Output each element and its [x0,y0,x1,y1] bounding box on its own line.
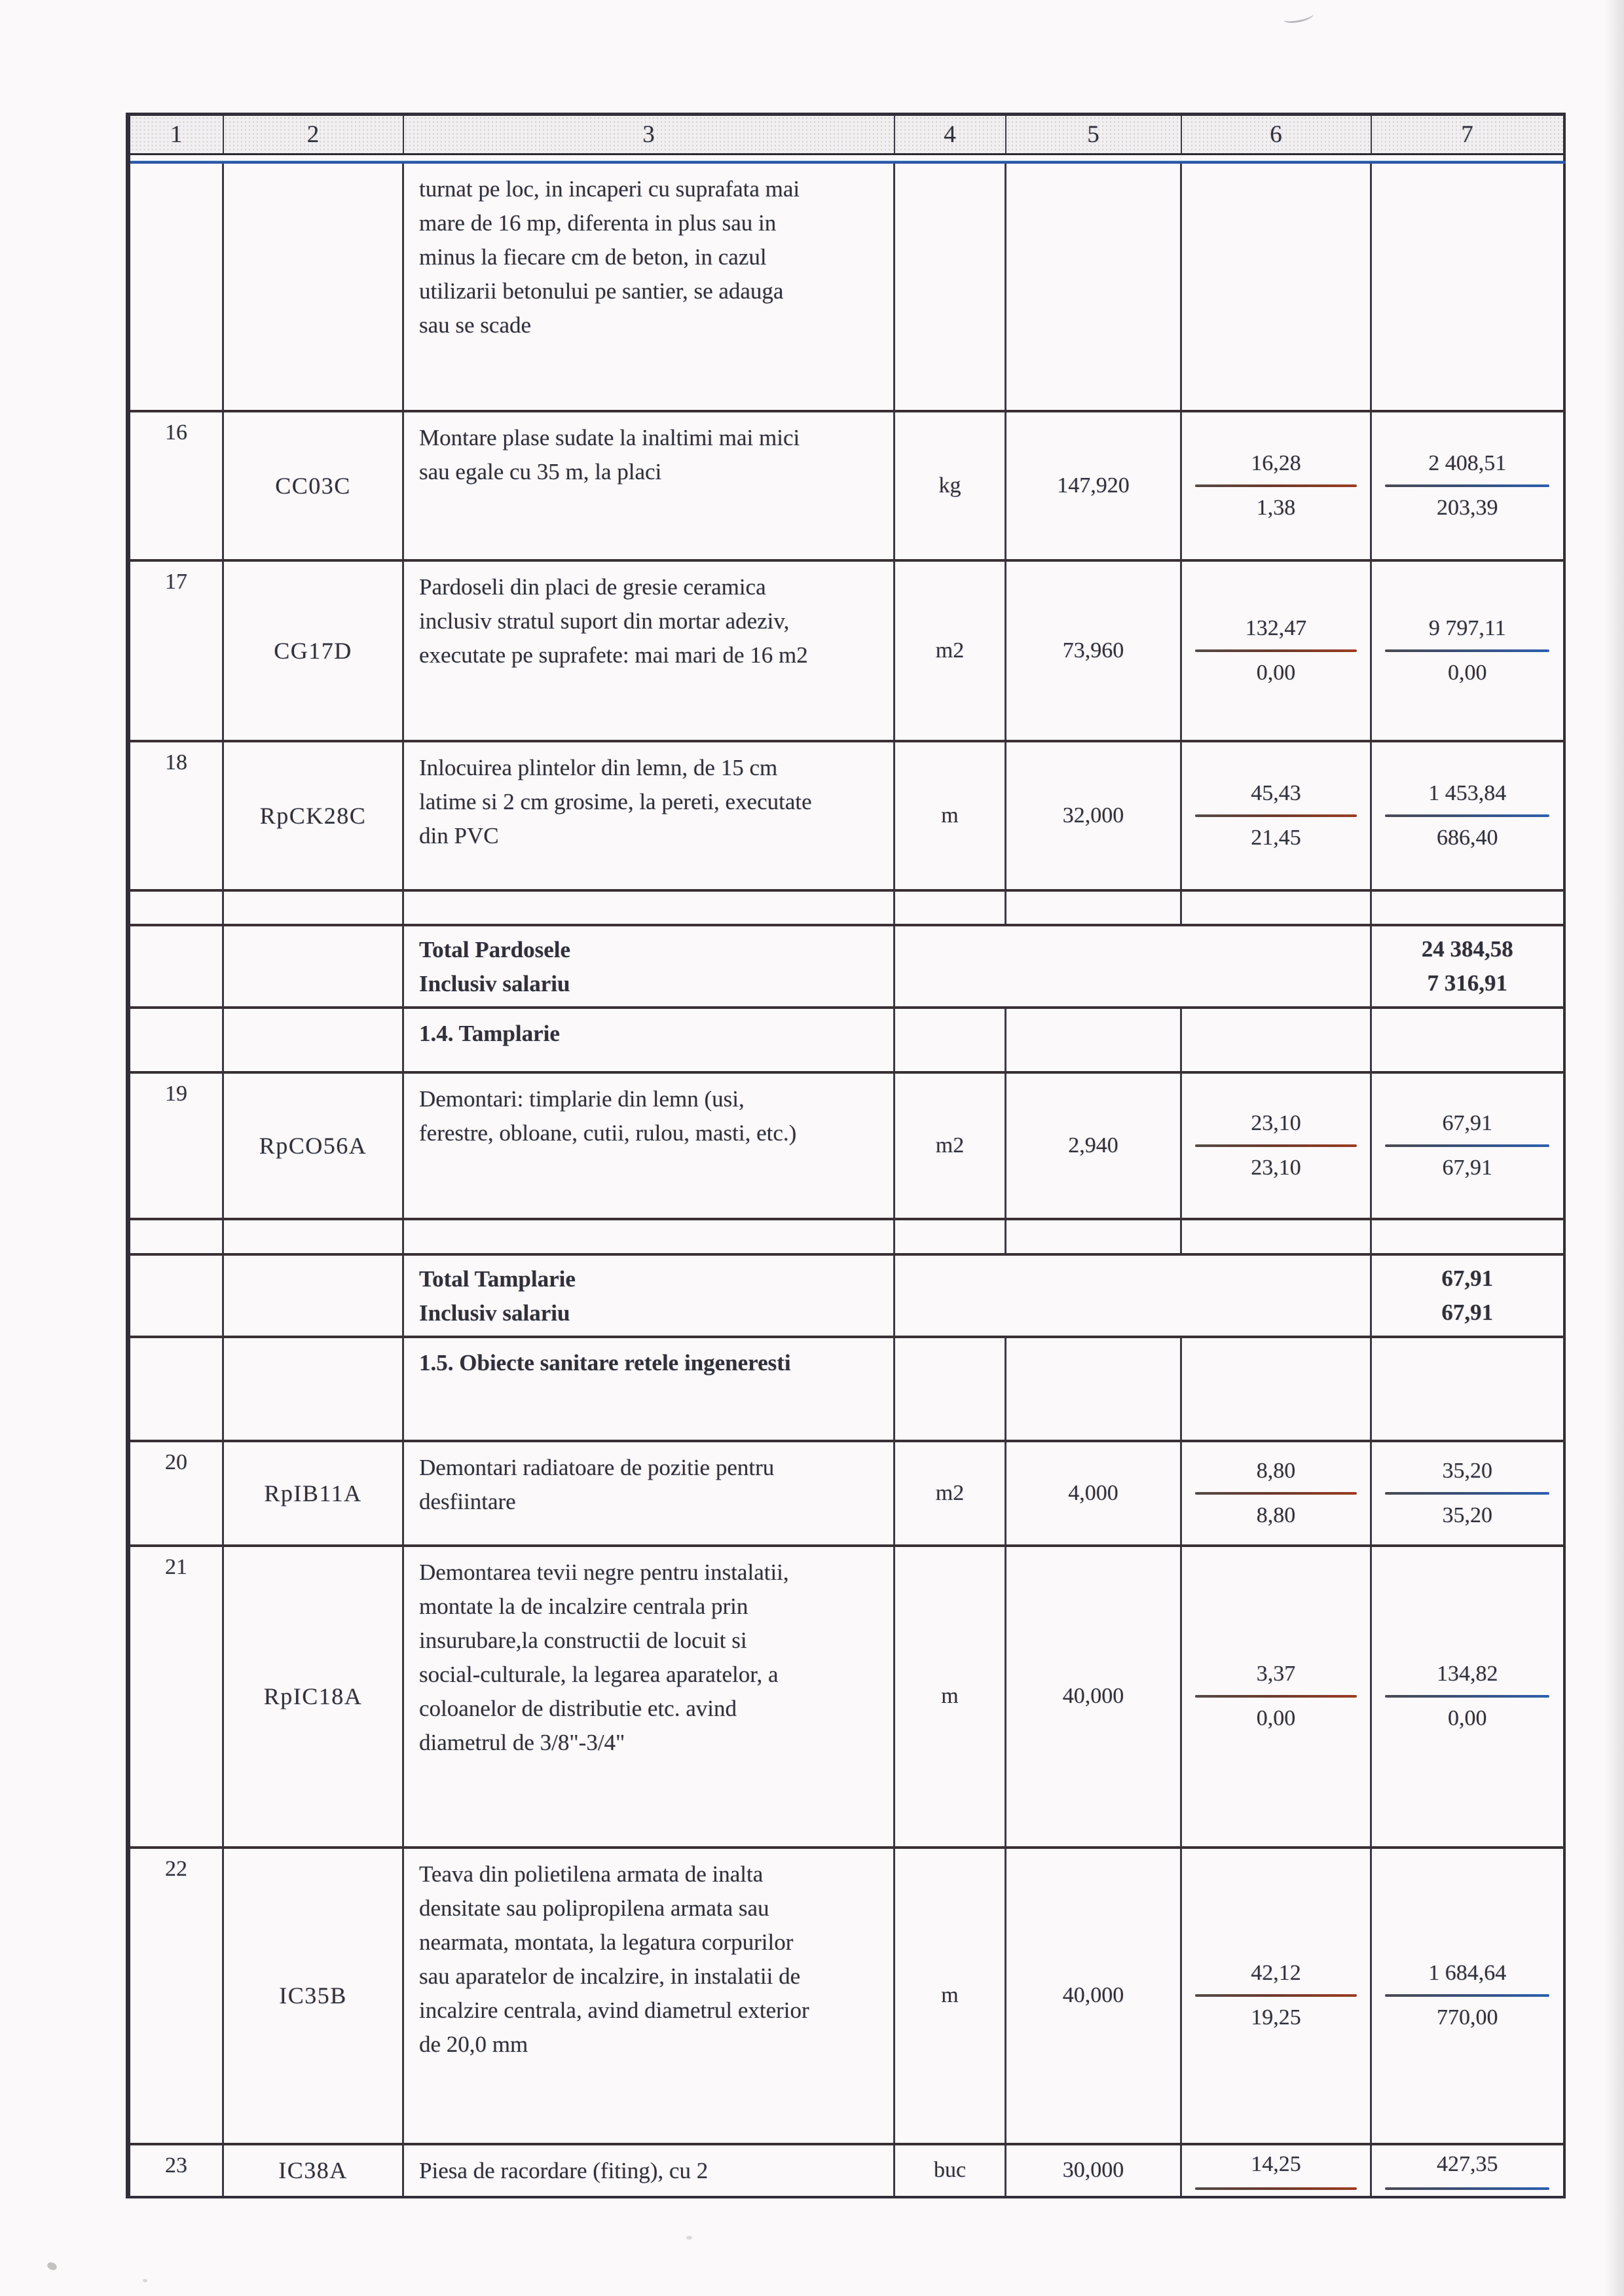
estimate-table-body [128,155,1564,2197]
item-quantity: 30,000 [1006,2144,1181,2197]
empty-cell [223,925,403,1008]
item-unit: kg [895,411,1006,560]
empty-cell [128,1008,223,1072]
empty-cell [223,1008,403,1072]
empty-cell [403,1219,895,1254]
column-header-4: 4 [895,115,1006,155]
empty-cell [223,1337,403,1441]
empty-cell [403,890,895,925]
fraction-bar [1385,649,1549,652]
item-code: RpIB11A [223,1441,403,1546]
item-unit: m [895,1546,1006,1848]
item-total-top: 427,35 [1437,2151,1498,2176]
item-description-text: turnat pe loc, in incaperi cu suprafata mai mare de 16 mp, diferenta in plus sau in minus la fiecare cm de beton, in cazul utilizarii betonului pe santier, se adauga sau se scade [419,175,800,338]
fraction-bar [1195,1994,1357,1997]
item-total [1371,1441,1564,1546]
empty-cell [223,1219,403,1254]
item-total-bottom: 203,39 [1437,495,1498,520]
section-row [128,1008,1564,1072]
item-total [1371,741,1564,890]
scan-speck [686,2236,692,2240]
item-code: IC38A [223,2144,403,2197]
subtotal-label [403,1254,895,1337]
item-unit-price-bottom: 23,10 [1251,1155,1301,1180]
fraction-bar [1385,1492,1549,1495]
section-title-text: 1.4. Tamplarie [419,1020,560,1046]
subtotal-row [128,1254,1564,1337]
spacer-row [128,890,1564,925]
item-description [403,2144,895,2197]
subtotal-value2: 7 316,91 [1427,970,1507,996]
item-unit-price [1181,1441,1371,1546]
fraction-bar [1385,484,1549,487]
item-total-bottom: 35,20 [1442,1503,1492,1527]
table-row-item-23 [128,2144,1564,2197]
item-unit-price-top: 42,12 [1251,1961,1301,1985]
item-description-text: Demontari radiatoare de pozitie pentru desfiintare [419,1454,775,1514]
item-code: RpCO56A [223,1072,403,1219]
item-quantity: 2,940 [1006,1072,1181,1219]
table-row-continuation [128,162,1564,411]
item-total [1371,1072,1564,1219]
merged-empty-cell [895,1254,1371,1337]
subtotal-label-line2: Inclusiv salariu [419,1300,570,1326]
empty-cell [1006,1008,1181,1072]
item-quantity: 32,000 [1006,741,1181,890]
table-row-item-19 [128,1072,1564,1219]
empty-cell [1371,1219,1564,1254]
table-row-item-22 [128,1848,1564,2144]
table-row-item-21 [128,1546,1564,1848]
item-code: RpCK28C [223,741,403,890]
item-unit-price-top: 3,37 [1256,1662,1296,1686]
merged-empty-cell [895,925,1371,1008]
fraction-bar [1385,1695,1549,1698]
item-total-bottom: 67,91 [1442,1155,1492,1180]
column-header-6: 6 [1181,115,1371,155]
empty-cell [223,1254,403,1337]
table-row-item-16 [128,411,1564,560]
item-code: RpIC18A [223,1546,403,1848]
item-number: 19 [128,1072,223,1219]
fraction-bar [1385,1144,1549,1147]
item-total-bottom: 686,40 [1437,825,1498,850]
item-total [1371,560,1564,741]
item-quantity: 40,000 [1006,1848,1181,2144]
table-row-item-20 [128,1441,1564,1546]
item-total-top: 2 408,51 [1428,450,1507,475]
item-total-top: 67,91 [1442,1110,1492,1135]
subtotal-label [403,925,895,1008]
item-description [403,162,895,411]
fraction-bar [1385,2187,1549,2190]
empty-cell [128,1254,223,1337]
item-unit: buc [895,2144,1006,2197]
empty-cell [128,162,223,411]
empty-cell [1181,162,1371,411]
item-total-top: 9 797,11 [1428,615,1506,640]
item-unit-price-bottom: 21,45 [1251,825,1301,850]
item-unit-price-top: 16,28 [1251,450,1301,475]
item-unit: m [895,1848,1006,2144]
empty-cell [128,890,223,925]
fraction-bar [1195,484,1357,487]
item-unit-price-top: 132,47 [1245,615,1307,640]
item-unit-price [1181,1546,1371,1848]
item-unit-price-top: 8,80 [1256,1458,1296,1483]
column-header-1: 1 [128,115,223,155]
item-code: IC35B [223,1848,403,2144]
item-unit-price-top: 45,43 [1251,780,1301,805]
empty-cell [895,162,1006,411]
item-total [1371,411,1564,560]
section-title [403,1008,895,1072]
column-header-2: 2 [223,115,403,155]
item-description [403,560,895,741]
scan-pen-mark [1283,10,1314,24]
scan-speck [143,2279,147,2282]
item-unit-price-top: 23,10 [1251,1110,1301,1135]
item-description-text: Montare plase sudate la inaltimi mai mici sau egale cu 35 m, la placi [419,424,800,484]
empty-cell [895,1337,1006,1441]
empty-cell [128,1219,223,1254]
item-number: 16 [128,411,223,560]
empty-cell [1006,162,1181,411]
item-number: 22 [128,1848,223,2144]
empty-cell [128,925,223,1008]
subtotal-value2: 67,91 [1441,1299,1494,1325]
empty-cell [1181,1008,1371,1072]
item-unit-price [1181,1072,1371,1219]
empty-cell [1181,1219,1371,1254]
item-unit-price [1181,1848,1371,2144]
item-description-text: Pardoseli din placi de gresie ceramica inclusiv stratul suport din mortar adeziv, executate pe suprafete: mai mari de 16 m2 [419,574,808,668]
item-quantity: 73,960 [1006,560,1181,741]
item-unit-price-bottom: 1,38 [1256,495,1296,520]
section-title [403,1337,895,1441]
item-description [403,1546,895,1848]
fraction-bar [1195,1144,1357,1147]
fraction-bar [1195,1492,1357,1495]
empty-cell [895,890,1006,925]
column-header-5: 5 [1006,115,1181,155]
empty-cell [1371,162,1564,411]
empty-cell [895,1219,1006,1254]
item-number: 17 [128,560,223,741]
item-unit: m [895,741,1006,890]
item-description-text: Inlocuirea plintelor din lemn, de 15 cm latime si 2 cm grosime, la pereti, executate din PVC [419,754,812,848]
scan-speck [46,2261,58,2271]
item-description [403,411,895,560]
subtotal-values [1371,925,1564,1008]
empty-cell [1181,890,1371,925]
item-quantity: 147,920 [1006,411,1181,560]
spacer-row [128,1219,1564,1254]
item-unit: m2 [895,1072,1006,1219]
item-total [1371,2144,1564,2197]
section-title-text: 1.5. Obiecte sanitare retele ingeneresti [419,1349,791,1376]
header-double-rule-line [128,155,1564,162]
subtotal-label-line1: Total Pardosele [419,936,571,962]
item-total-top: 134,82 [1437,1662,1498,1686]
item-quantity: 4,000 [1006,1441,1181,1546]
subtotal-label-line1: Total Tamplarie [419,1266,576,1292]
empty-cell [1006,1219,1181,1254]
table-row-item-18 [128,741,1564,890]
item-number: 20 [128,1441,223,1546]
item-unit-price [1181,411,1371,560]
item-unit-price-bottom: 19,25 [1251,2005,1301,2030]
item-unit: m2 [895,1441,1006,1546]
item-quantity: 40,000 [1006,1546,1181,1848]
empty-cell [1006,890,1181,925]
item-unit-price [1181,741,1371,890]
subtotal-value1: 67,91 [1441,1265,1494,1291]
header-double-rule [128,155,1564,162]
item-description [403,1848,895,2144]
item-description-text: Piesa de racordare (fiting), cu 2 [419,2157,709,2183]
item-unit-price-bottom: 0,00 [1256,660,1296,685]
empty-cell [1371,890,1564,925]
item-unit: m2 [895,560,1006,741]
empty-cell [223,162,403,411]
item-number: 23 [128,2144,223,2197]
item-total-top: 1 684,64 [1428,1961,1507,1985]
estimate-table [126,113,1566,2198]
fraction-bar [1385,814,1549,817]
item-code: CC03C [223,411,403,560]
item-number: 18 [128,741,223,890]
empty-cell [223,890,403,925]
section-row [128,1337,1564,1441]
item-description [403,1441,895,1546]
subtotal-label-line2: Inclusiv salariu [419,970,570,996]
item-total [1371,1848,1564,2144]
column-header-3: 3 [403,115,895,155]
fraction-bar [1195,2187,1357,2190]
item-unit-price-bottom: 8,80 [1256,1503,1296,1527]
subtotal-values [1371,1254,1564,1337]
item-description [403,741,895,890]
item-code: CG17D [223,560,403,741]
item-total-bottom: 0,00 [1448,1706,1487,1730]
fraction-bar [1195,814,1357,817]
item-number: 21 [128,1546,223,1848]
item-total-bottom: 0,00 [1448,660,1487,685]
subtotal-value1: 24 384,58 [1421,936,1513,962]
empty-cell [1371,1008,1564,1072]
item-unit-price-top: 14,25 [1251,2151,1301,2176]
item-total [1371,1546,1564,1848]
table-header-row [128,115,1564,155]
item-description-text: Demontari: timplarie din lemn (usi, ferestre, obloane, cutii, rulou, masti, etc.) [419,1085,797,1146]
item-description-text: Demontarea tevii negre pentru instalatii, montate la de incalzire centrala prin insurubare,la constructii de locuit si social-culturale, la legarea aparatelor, a coloanelor de distributie etc. avind diametrul de 3/8"-3/4" [419,1559,789,1755]
column-header-7: 7 [1371,115,1564,155]
item-unit-price [1181,2144,1371,2197]
subtotal-row [128,925,1564,1008]
item-total-top: 1 453,84 [1428,780,1507,805]
empty-cell [1371,1337,1564,1441]
table-row-item-17 [128,560,1564,741]
item-description-text: Teava din polietilena armata de inalta densitate sau polipropilena armata sau nearmata, montata, la legatura corpurilor sau aparatelor de incalzire, in instalatii de incalzire centrala, avind diametrul exterior de 20,0 mm [419,1861,809,2057]
empty-cell [1181,1337,1371,1441]
scan-edge-shadow [1604,0,1624,2296]
fraction-bar [1195,649,1357,652]
item-total-bottom: 770,00 [1437,2005,1498,2030]
item-description [403,1072,895,1219]
empty-cell [128,1337,223,1441]
item-unit-price [1181,560,1371,741]
item-total-top: 35,20 [1442,1458,1492,1483]
empty-cell [1006,1337,1181,1441]
item-unit-price-bottom: 0,00 [1256,1706,1296,1730]
fraction-bar [1385,1994,1549,1997]
fraction-bar [1195,1695,1357,1698]
empty-cell [895,1008,1006,1072]
